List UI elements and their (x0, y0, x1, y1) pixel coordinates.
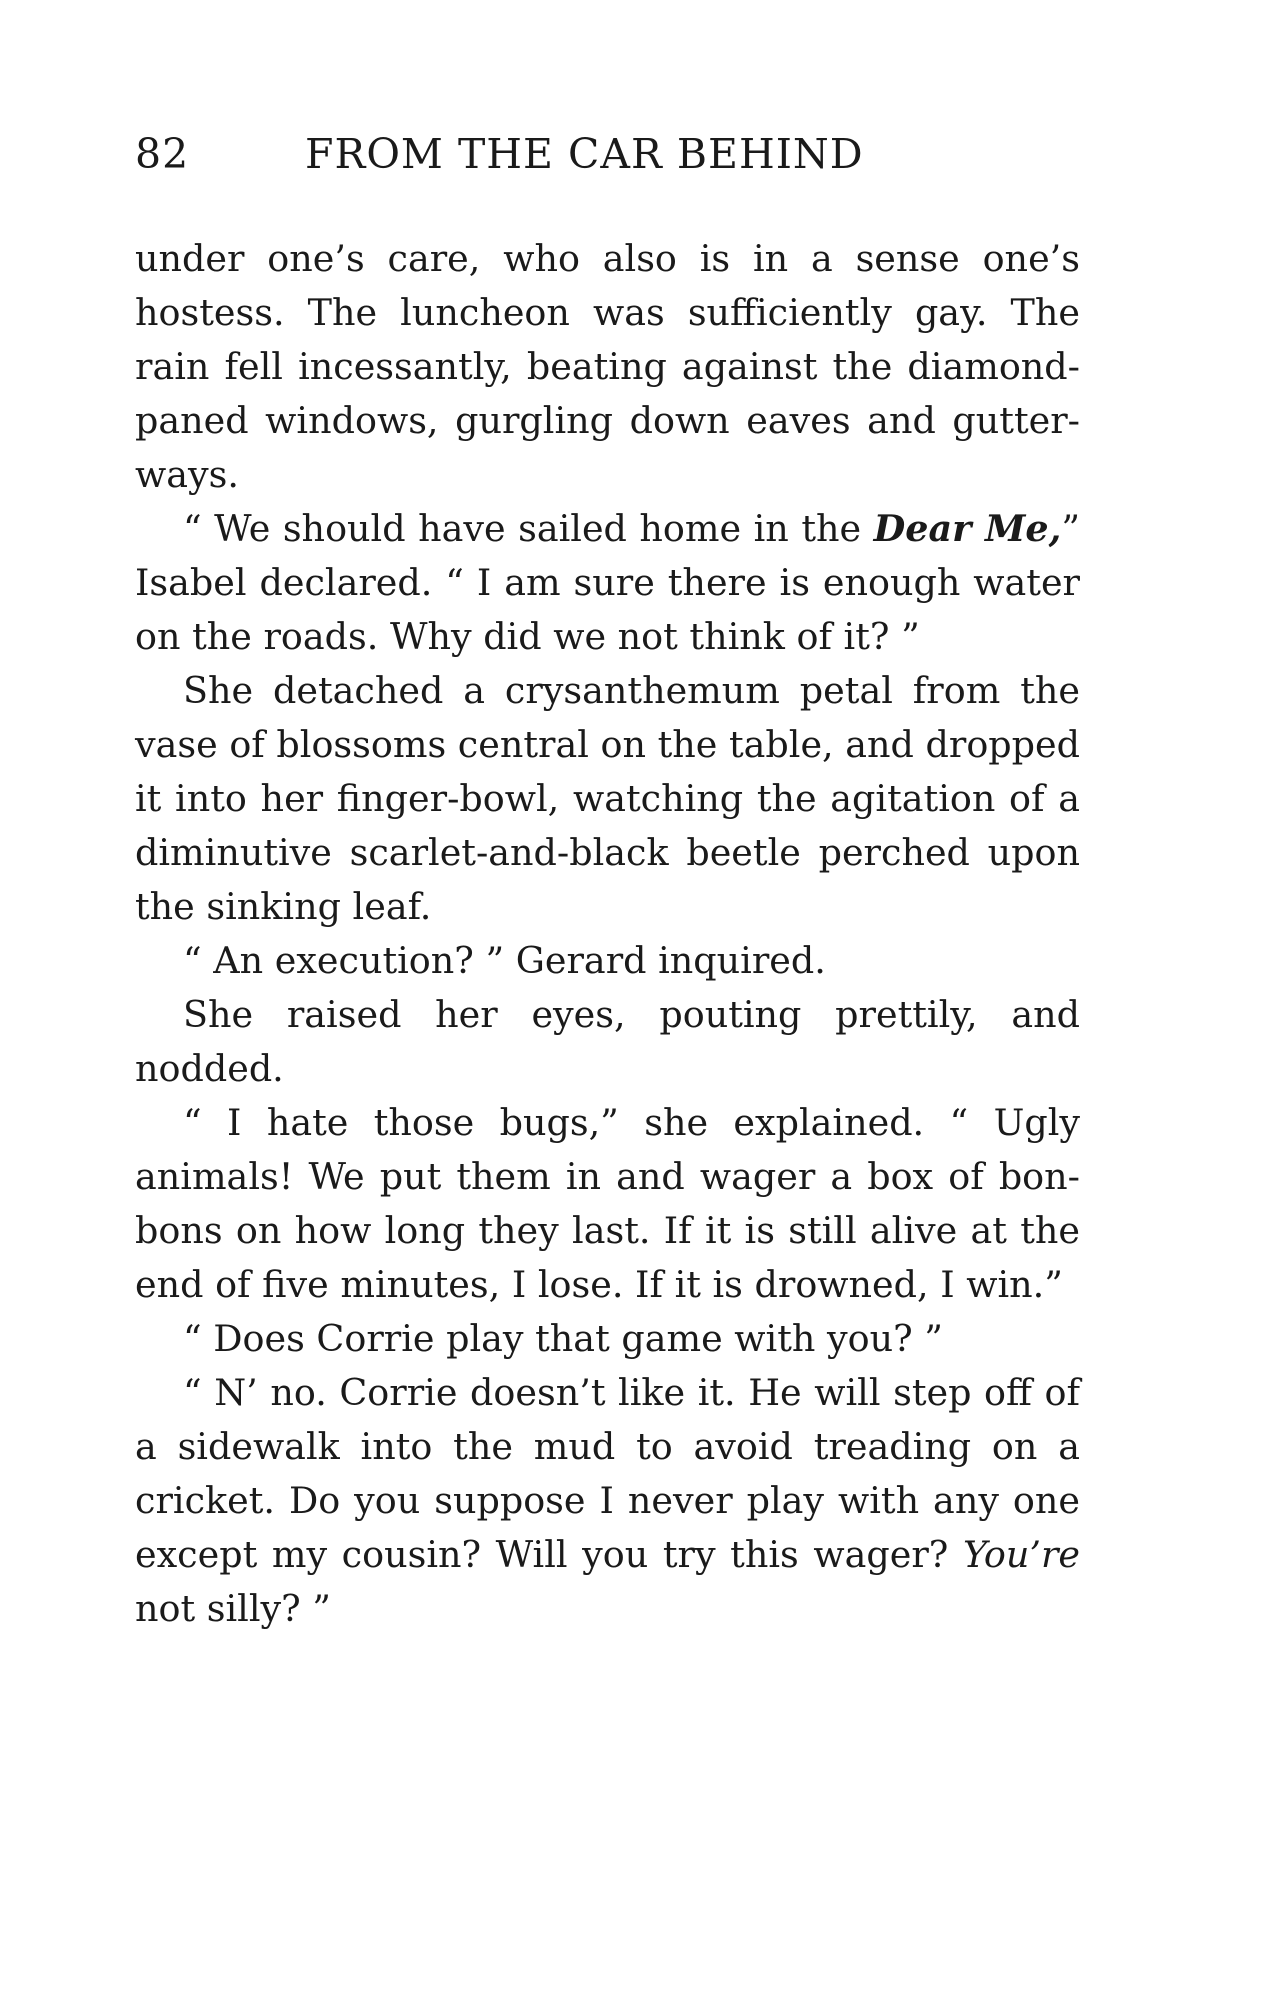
paragraph-7-text: “ Does Corrie play that game with you? ” (183, 1317, 943, 1360)
body-text (135, 232, 1080, 1636)
paragraph-2-text-b: ” Isabel declared. “ I am sure there is enough water on the roads. Why did we not think of it? ” (135, 507, 1081, 658)
paragraph-4-text: “ An execution? ” Gerard inquired. (183, 939, 826, 982)
paragraph-7 (135, 1312, 1080, 1366)
paragraph-8 (135, 1366, 1080, 1636)
paragraph-1 (135, 232, 1080, 502)
paragraph-1-text: under one’s care, who also is in a sense one’s hostess. The luncheon was sufficiently gay. The rain fell incessantly, beating against the diamond-paned windows, gurgling down eaves and gutter-ways. (135, 237, 1080, 496)
page-number: 82 (135, 130, 190, 178)
paragraph-5 (135, 988, 1080, 1096)
emphasized-word: You’re (962, 1533, 1080, 1576)
paragraph-6-text: “ I hate those bugs,” she explained. “ Ugly animals! We put them in and wager a box of bon-bons on how long they last. If it is still alive at the end of five minutes, I lose. If it is drowned, I win.” (135, 1101, 1080, 1306)
paragraph-4 (135, 934, 1080, 988)
paragraph-8-text-b: not silly? ” (135, 1587, 331, 1630)
paragraph-2 (135, 502, 1080, 664)
paragraph-5-text: She raised her eyes, pouting prettily, and nodded. (135, 993, 1080, 1090)
paragraph-3-text: She detached a crysanthemum petal from the vase of blossoms central on the table, and dropped it into her finger-bowl, watching the agitation of a diminutive scarlet-and-black beetle perched upon the sinking leaf. (135, 669, 1080, 928)
paragraph-8-text-a: “ N’ no. Corrie doesn’t like it. He will step off of a sidewalk into the mud to avoid treading on a cricket. Do you suppose I never play with any one except my cousin? Will you try this wager? (135, 1371, 1080, 1576)
paragraph-6 (135, 1096, 1080, 1312)
boat-name: Dear Me, (873, 507, 1062, 550)
running-head (135, 130, 1095, 178)
paragraph-3 (135, 664, 1080, 934)
running-title: FROM THE CAR BEHIND (305, 130, 864, 178)
paragraph-2-text-a: “ We should have sailed home in the (183, 507, 874, 550)
